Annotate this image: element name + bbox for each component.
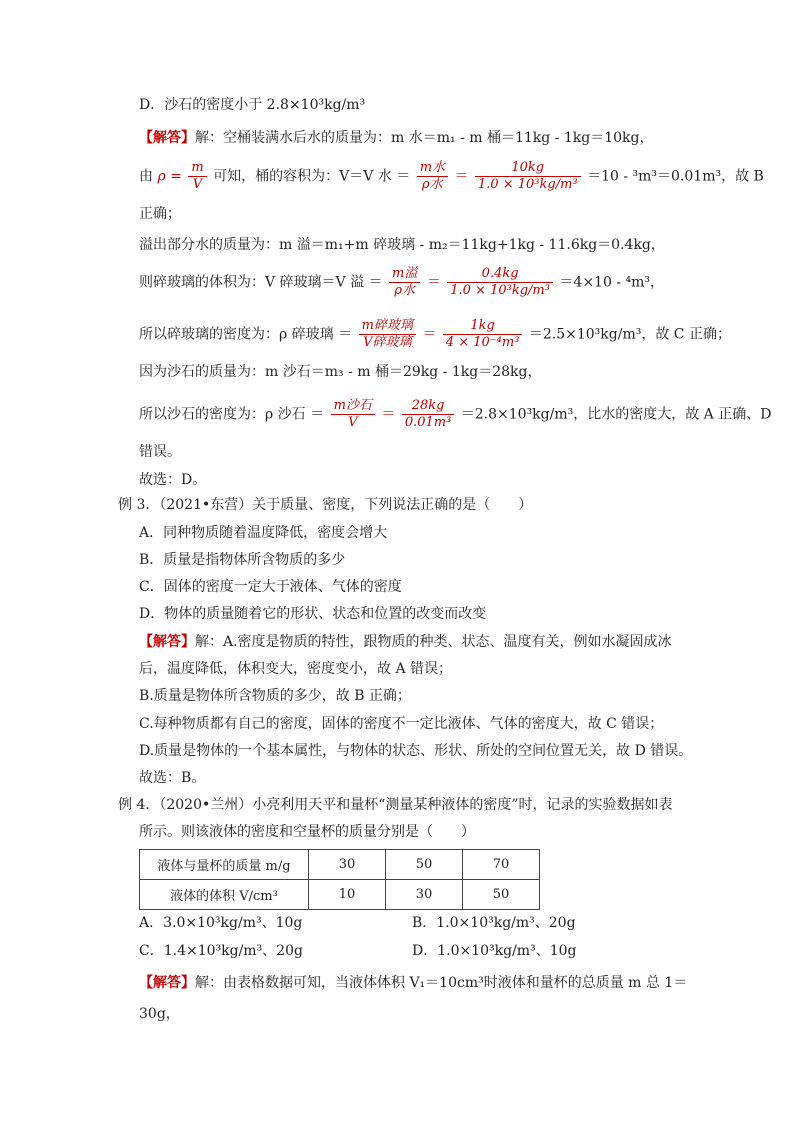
q4-solution-1: [139, 973, 687, 993]
q4-option-b: B．1.0×10³kg/m³、20g: [412, 915, 576, 931]
q4-option-d: D．1.0×10³kg/m³、10g: [412, 943, 577, 959]
formula-fraction: m沙石 V: [331, 398, 375, 431]
table-cell: 50: [463, 880, 540, 910]
q4-solution-2: 30g，: [139, 1006, 180, 1022]
q3-option-c: C．固体的密度一定大于液体、气体的密度: [139, 579, 402, 595]
q3-final-choice: 故选：B。: [139, 770, 206, 786]
formula-fraction: $\frac{0.4kg}{\text{1.0 × 10³kg/m³}}$: [447, 266, 553, 299]
option-d: D．沙石的密度小于 2.8×10³kg/m³: [139, 97, 366, 113]
data-table: [139, 849, 540, 910]
solution-text: ＝2.8×10³kg/m³，比水的密度大，故 A 正确、D: [460, 406, 772, 423]
equals-sign: ＝: [426, 274, 441, 291]
solution-text: 则碎玻璃的体积为：V 碎玻璃＝V 溢 ＝: [139, 274, 383, 291]
solution-line-9: 错误。: [139, 444, 181, 460]
answer-tag: 【解答】: [139, 130, 195, 146]
solution-text: 解：空桶装满水后水的质量为：m 水＝m₁ - m 桶＝11kg - 1kg＝10kg，: [195, 130, 654, 146]
solution-line-1: [139, 128, 653, 148]
q3-solution-4: C.每种物质都有自己的密度，固体的密度不一定比液体、气体的密度大，故 C 错误；: [139, 716, 664, 732]
solution-line-2: [139, 160, 764, 193]
table-row-header: 液体与量杯的质量 m/g: [140, 850, 309, 880]
solution-text: 可知，桶的容积为：V＝V 水 ＝: [213, 168, 411, 185]
q3-option-d: D．物体的质量随着它的形状、状态和位置的改变而改变: [139, 606, 487, 622]
table-row-header: 液体的体积 V/cm³: [140, 880, 309, 910]
table-cell: 10: [309, 880, 386, 910]
formula-fraction: $\frac{10kg}{\text{1.0 × 10³kg/m³}}$: [475, 160, 581, 193]
q3-option-a: A．同种物质随着温度降低，密度会增大: [139, 525, 388, 541]
q3-option-b: B．质量是指物体所含物质的多少: [139, 552, 346, 568]
solution-text: 所以碎玻璃的密度为：ρ 碎玻璃 ＝: [139, 326, 353, 343]
formula-fraction: $\frac{1kg}{\text{4 × 10⁻⁴m³}}$: [443, 318, 523, 351]
q3-solution-1: [139, 632, 672, 652]
equals-sign: ＝: [454, 168, 469, 185]
final-choice: 故选：D。: [139, 472, 207, 488]
solution-line-3: 正确；: [139, 206, 181, 222]
question-4-stem-cont: 所示。则该液体的密度和空量杯的质量分别是（ ）: [139, 824, 475, 840]
solution-text: 所以沙石的密度为：ρ 沙石 ＝: [139, 406, 325, 423]
q3-solution-5: D.质量是物体的一个基本属性，与物体的状态、形状、所处的空间位置无关，故 D 错误。: [139, 743, 693, 759]
table-cell: 30: [309, 850, 386, 880]
solution-line-7: 因为沙石的质量为：m 沙石＝m₃ - m 桶＝29kg - 1kg＝28kg，: [139, 364, 542, 380]
table-cell: 70: [463, 850, 540, 880]
formula-rho: ρ =: [157, 168, 182, 185]
formula-fraction: m溢 ρ水: [389, 266, 420, 299]
q3-solution-3: B.质量是物体所含物质的多少，故 B 正确；: [139, 688, 411, 704]
solution-text: ＝10 - ³m³＝0.01m³，故 B: [587, 168, 764, 185]
equals-sign: ＝: [422, 326, 437, 343]
table-cell: 50: [386, 850, 463, 880]
q4-option-a: A．3.0×10³kg/m³、10g: [139, 915, 303, 931]
table-row: [140, 880, 540, 910]
solution-line-6: [139, 318, 731, 351]
equals-sign: ＝: [381, 406, 396, 423]
solution-text: 解：A.密度是物质的特性，跟物质的种类、状态、温度有关，例如水凝固成冰: [195, 634, 672, 650]
answer-tag: 【解答】: [139, 634, 195, 650]
formula-fraction: m水 ρ水: [417, 160, 448, 193]
solution-line-4: 溢出部分水的质量为：m 溢＝m₁+m 碎玻璃 - m₂＝11kg+1kg - 11.6kg＝0.4kg，: [139, 237, 665, 253]
answer-tag: 【解答】: [139, 975, 195, 991]
table-cell: 30: [386, 880, 463, 910]
solution-text: 由: [139, 168, 153, 185]
formula-fraction: $\frac{m}{V}$: [188, 160, 206, 193]
table-row: [140, 850, 540, 880]
solution-text: ＝2.5×10³kg/m³，故 C 正确；: [528, 326, 731, 343]
question-3-stem: 例 3．（2021•东营）关于质量、密度，下列说法正确的是（ ）: [118, 497, 533, 513]
question-4-stem: 例 4．（2020•兰州）小亮利用天平和量杯“测量某种液体的密度”时，记录的实验数据如表: [118, 797, 673, 813]
formula-fraction: m碎玻璃 V碎玻璃: [359, 318, 416, 351]
solution-line-5: [139, 266, 664, 299]
solution-line-8: [139, 398, 771, 431]
formula-fraction: $\frac{28kg}{\text{0.01m³}}$: [402, 398, 454, 431]
q3-solution-2: 后，温度降低，体积变大，密度变小，故 A 错误；: [139, 661, 453, 677]
q4-option-c: C．1.4×10³kg/m³、20g: [139, 943, 303, 959]
solution-text: 解：由表格数据可知，当液体体积 V₁＝10cm³时液体和量杯的总质量 m 总 1＝: [195, 975, 688, 991]
solution-text: ＝4×10 - ⁴m³，: [559, 274, 665, 291]
